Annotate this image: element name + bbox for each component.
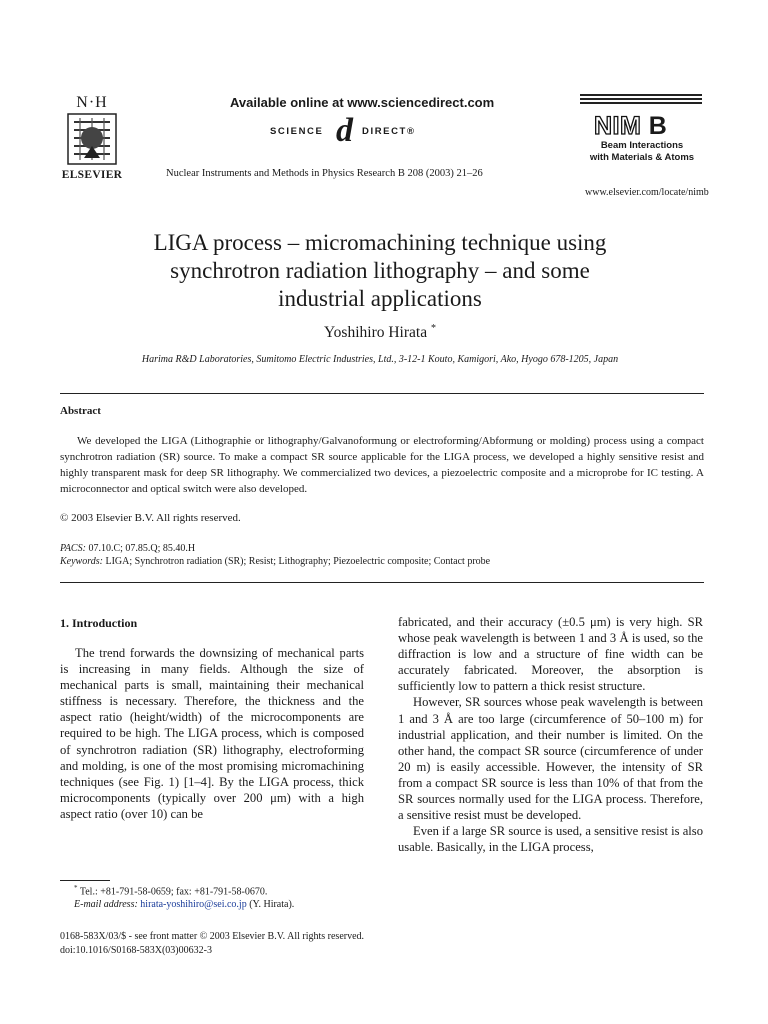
keywords-line bbox=[60, 556, 490, 567]
section-heading: 1. Introduction bbox=[60, 616, 138, 630]
title-line-3: industrial applications bbox=[278, 286, 482, 311]
nim-subtitle-line-2: with Materials & Atoms bbox=[589, 152, 695, 163]
footnote-email bbox=[74, 899, 294, 910]
footnote-contact bbox=[74, 884, 267, 897]
abstract-copyright: © 2003 Elsevier B.V. All rights reserved. bbox=[60, 512, 241, 524]
abstract-body: We developed the LIGA (Lithographie or lithography/Galvanoformung or electroforming/Abformung or molding) process using a compact synchrotron radiation (SR) source. To make a compact SR source applicable for the LIGA process, we developed a highly sensitive resist and highly transparent mask for deep SR lithography. We commercialized two devices, a piezoelectric composite and a microprobe for IC testing. A microconnector and optical switch were also developed. bbox=[60, 435, 704, 495]
elsevier-tree-icon bbox=[66, 112, 118, 166]
footnote-tel-fax: Tel.: +81-791-58-0659; fax: +81-791-58-0670. bbox=[79, 886, 268, 898]
keywords-label: Keywords: bbox=[60, 556, 103, 567]
title-line-2: synchrotron radiation lithography – and some bbox=[170, 258, 590, 283]
nim-subtitle-line-1: Beam Interactions bbox=[600, 140, 684, 151]
pacs-line bbox=[60, 543, 195, 554]
pacs-values: 07.10.C; 07.85.Q; 85.40.H bbox=[88, 543, 196, 554]
email-suffix: (Y. Hirata). bbox=[249, 899, 295, 910]
publisher-name: ELSEVIER bbox=[61, 169, 123, 181]
nim-logo-rules bbox=[580, 94, 702, 106]
doi-line[interactable]: doi:10.1016/S0168-583X(03)00632-3 bbox=[60, 945, 212, 956]
issn-line: 0168-583X/03/$ - see front matter © 2003 Elsevier B.V. All rights reserved. bbox=[60, 931, 365, 942]
pacs-label: PACS: bbox=[60, 543, 86, 554]
divider-bottom bbox=[60, 582, 704, 583]
sciencedirect-logo bbox=[270, 112, 450, 149]
divider-top bbox=[60, 393, 704, 394]
affiliation: Harima R&D Laboratories, Sumitomo Electric Industries, Ltd., 3-12-1 Kouto, Kamigori, Ako, Hyogo 678-1205, Japan bbox=[141, 354, 619, 365]
author-footnote-mark[interactable]: * bbox=[430, 323, 436, 334]
nim-logo-outline-text: NIM bbox=[594, 112, 642, 140]
sciencedirect-right-text: DIRECT® bbox=[362, 126, 416, 137]
email-link[interactable]: hirata-yoshihiro@sei.co.jp bbox=[140, 899, 247, 910]
column-2 bbox=[398, 614, 703, 855]
available-online-text: Available online at www.sciencedirect.com bbox=[230, 95, 495, 110]
column-2-paragraph-1: fabricated, and their accuracy (±0.5 μm) is very high. SR whose peak wavelength is between 1 and 3 Å is used, so the diffraction is low and a structure of fine width can be accurately fabricated. Moreover, the absorption is sufficiently low to pattern a thick resist structure. bbox=[398, 615, 703, 694]
journal-url[interactable]: www.elsevier.com/locate/nimb bbox=[585, 187, 709, 198]
nim-b-logo bbox=[594, 112, 667, 140]
abstract-heading: Abstract bbox=[60, 405, 101, 417]
publisher-logo-text: N·H bbox=[76, 94, 108, 111]
footnote-divider bbox=[60, 880, 110, 881]
author-name: Yoshihiro Hirata bbox=[324, 324, 428, 342]
column-2-paragraph-3: Even if a large SR source is used, a sensitive resist is also usable. Basically, in the LIGA process, bbox=[398, 824, 703, 855]
title-line-1: LIGA process – micromachining technique using bbox=[153, 230, 607, 255]
article-title bbox=[60, 229, 700, 313]
author-line bbox=[60, 323, 700, 342]
column-2-paragraph-2: However, SR sources whose peak wavelength is between 1 and 3 Å are too large (circumference of 50–100 m) for industrial application, and their number is limited. On the other hand, the compact SR source (circumference of under 20 m) is easily accessible. However, the intensity of SR from a compact SR source is less than 10% of that from the SR sources normally used for the LIGA process. Therefore, a sensitive resist must be developed. bbox=[398, 695, 703, 823]
email-label: E-mail address: bbox=[74, 899, 138, 910]
column-1-paragraph: The trend forwards the downsizing of mechanical parts is increasing in many fields. Although the size of mechanical parts is small, maintaining their mechanical stiffness is necessary. Therefore, the thickness and the aspect ratio (height/width) of the microcomponents are required to be high. The LIGA process, which is composed of synchrotron radiation (SR) lithography, electroforming and molding, is one of the most promising micromachining techniques (see Fig. 1) [1–4]. By the LIGA process, thick microcomponents (typically over 200 μm) with a high aspect ratio (over 10) can be bbox=[60, 646, 364, 821]
keywords-values: LIGA; Synchrotron radiation (SR); Resist; Lithography; Piezoelectric composite; Contact probe bbox=[105, 556, 491, 567]
sciencedirect-d-icon: d bbox=[336, 112, 355, 149]
nim-subtitle bbox=[572, 140, 712, 164]
journal-citation: Nuclear Instruments and Methods in Physics Research B 208 (2003) 21–26 bbox=[166, 168, 483, 179]
footnote-mark: * bbox=[74, 884, 78, 892]
sciencedirect-left-text: SCIENCE bbox=[270, 126, 324, 137]
nim-logo-letter: B bbox=[648, 112, 668, 140]
